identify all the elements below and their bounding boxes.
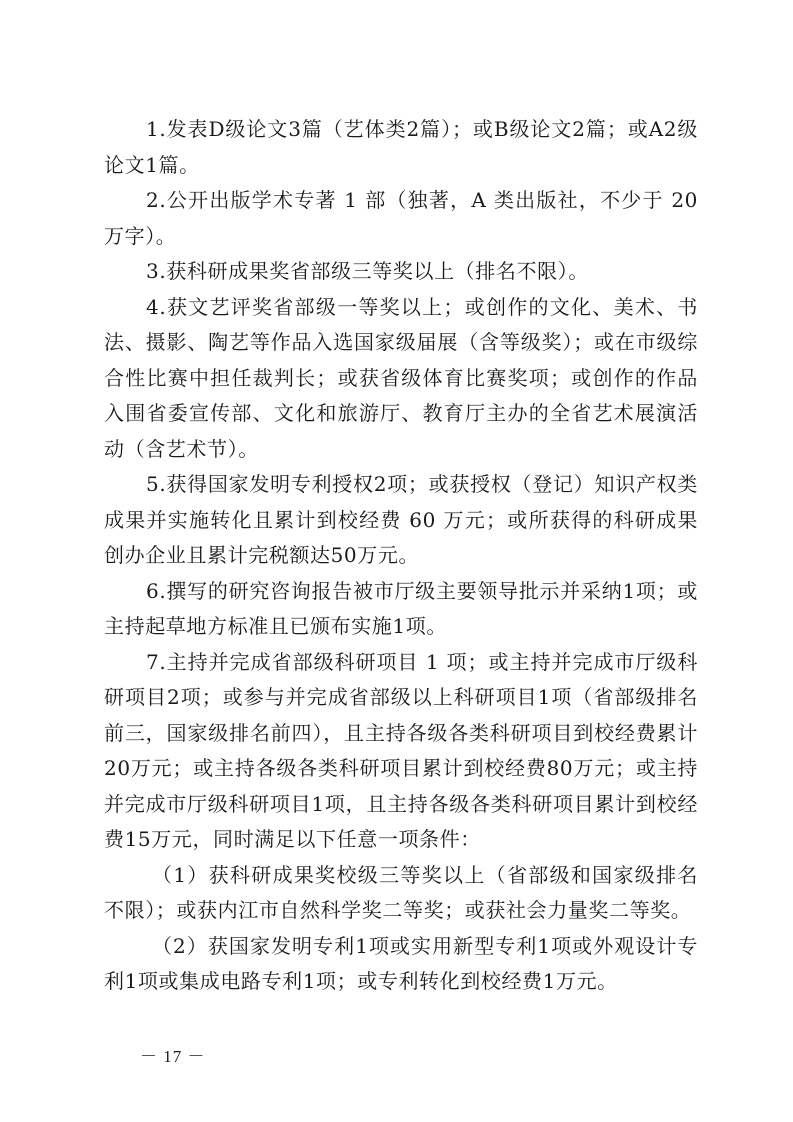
document-body: [104, 112, 698, 1000]
paragraph-3: 3.获科研成果奖省部级三等奖以上（排名不限）。: [146, 259, 589, 283]
paragraph-7: 7.主持并完成省部级科研项目 1 项；或主持并完成市厅级科研项目2项；或参与并完成省部级以上科研项目1项（省部级排名前三，国家级排名前四），且主持各级各类科研项目到校经费累计20万元；或主持各级各类科研项目累计到校经费80万元；或主持并完成市厅级科研项目1项，且主持各级各类科研项目累计到校经费15万元，同时满足以下任意一项条件：: [104, 649, 698, 851]
sub-condition-1: （1）获科研成果奖校级三等奖以上（省部级和国家级排名不限）；或获内江市自然科学奖二等奖；或获社会力量奖二等奖。: [104, 862, 698, 922]
paragraph-6: 6.撰写的研究咨询报告被市厅级主要领导批示并采纳1项；或主持起草地方标准且已颁布实施1项。: [104, 578, 698, 638]
sub-condition-2: （2）获国家发明专利1项或实用新型专利1项或外观设计专利1项或集成电路专利1项；或专利转化到校经费1万元。: [104, 933, 698, 993]
paragraph-5: 5.获得国家发明专利授权2项；或获授权（登记）知识产权类成果并实施转化且累计到校经费 60 万元；或所获得的科研成果创办企业且累计完税额达50万元。: [104, 472, 698, 567]
page-number: － 17 －: [140, 1047, 206, 1066]
paragraph-1: 1.发表D级论文3篇（艺体类2篇）；或B级论文2篇；或A2级论文1篇。: [104, 117, 698, 177]
paragraph-4: 4.获文艺评奖省部级一等奖以上；或创作的文化、美术、书法、摄影、陶艺等作品入选国家级届展（含等级奖）；或在市级综合性比赛中担任裁判长；或获省级体育比赛奖项；或创作的作品入围省委宣传部、文化和旅游厅、教育厅主办的全省艺术展演活动（含艺术节）。: [104, 294, 698, 461]
paragraph-2: 2.公开出版学术专著 1 部（独著，A 类出版社，不少于 20 万字）。: [104, 188, 698, 248]
